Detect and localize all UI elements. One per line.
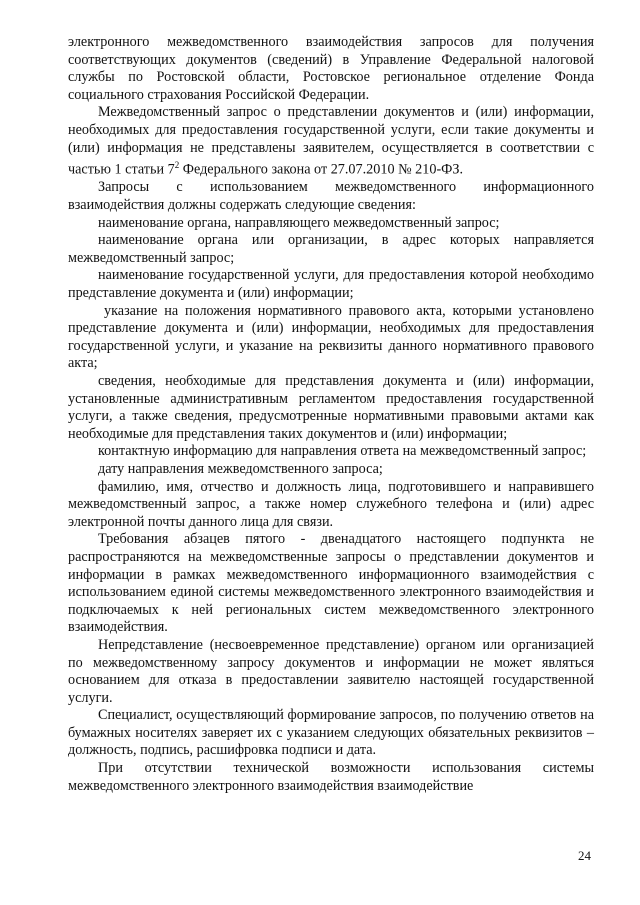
paragraph-2-tail: Федерального закона от 27.07.2010 № 210-ФЗ.	[179, 161, 464, 178]
paragraph-13: Непредставление (несвоевременное представление) органом или организацией по межведомственному запросу документов и информации не может являться основанием для отказа в предоставлении заявителю настоящей государственной услуги.	[68, 636, 594, 706]
paragraph-6: наименование государственной услуги, для предоставления которой необходимо представление документа и (или) информации;	[68, 267, 594, 302]
paragraph-15: При отсутствии технической возможности использования системы межведомственного электронного взаимодействия взаимодействие	[68, 760, 594, 794]
document-page	[68, 34, 594, 795]
paragraph-4: наименование органа, направляющего межведомственный запрос;	[98, 214, 500, 231]
paragraph-1: электронного межведомственного взаимодействия запросов для получения соответствующих документов (сведений) в Управление Федеральной налоговой службы по Ростовской области, Ростовское региональное отделение Фонда социального страхования Российской Федерации.	[68, 34, 594, 103]
paragraph-14: Специалист, осуществляющий формирование запросов, по получению ответов на бумажных носителях заверяет их с указанием следующих обязательных реквизитов – должность, подпись, расшифровка подписи и дата.	[68, 707, 594, 759]
paragraph-11: фамилию, имя, отчество и должность лица, подготовившего и направившего межведомственный запрос, а также номер служебного телефона и (или) адрес электронной почты данного лица для связи.	[68, 478, 594, 530]
paragraph-10: дату направления межведомственного запроса;	[98, 460, 383, 477]
paragraph-8: сведения, необходимые для представления документа и (или) информации, установленные административным регламентом предоставления государственной услуги, а также сведения, предусмотренные нормативными правовыми актами как необходимые для представления таких документов и (или) информации;	[68, 373, 594, 442]
paragraph-3: Запросы с использованием межведомственного информационного взаимодействия должны содержать следующие сведения:	[68, 179, 594, 214]
paragraph-12: Требования абзацев пятого - двенадцатого настоящего подпункта не распространяются на межведомственные запросы о представлении документов и информации в рамках межведомственного информационного взаимодействия с использованием единой системы межведомственного электронного взаимодействия и подключаемых к ней региональных систем межведомственного электронного взаимодействия.	[68, 531, 594, 636]
paragraph-9: контактную информацию для направления ответа на межведомственный запрос;	[98, 443, 587, 460]
paragraph-7: указание на положения нормативного правового акта, которыми установлено представление документа и (или) информации, необходимых для предоставления государственной услуги, и указание на реквизиты данного нормативного правового акта;	[68, 302, 594, 372]
paragraph-5: наименование органа или организации, в адрес которых направляется межведомственный запрос;	[68, 232, 594, 266]
paragraph-2-text: Межведомственный запрос о представлении документов и (или) информации, необходимых для предоставления государственной услуги, если такие документы и (или) информация не представлены заявителем, осуществляется в соответствии с частью 1 статьи 7	[68, 104, 594, 178]
page-number: 24	[578, 848, 591, 863]
paragraph-2	[68, 104, 594, 179]
paragraph-2-superscript: 2	[174, 160, 180, 171]
